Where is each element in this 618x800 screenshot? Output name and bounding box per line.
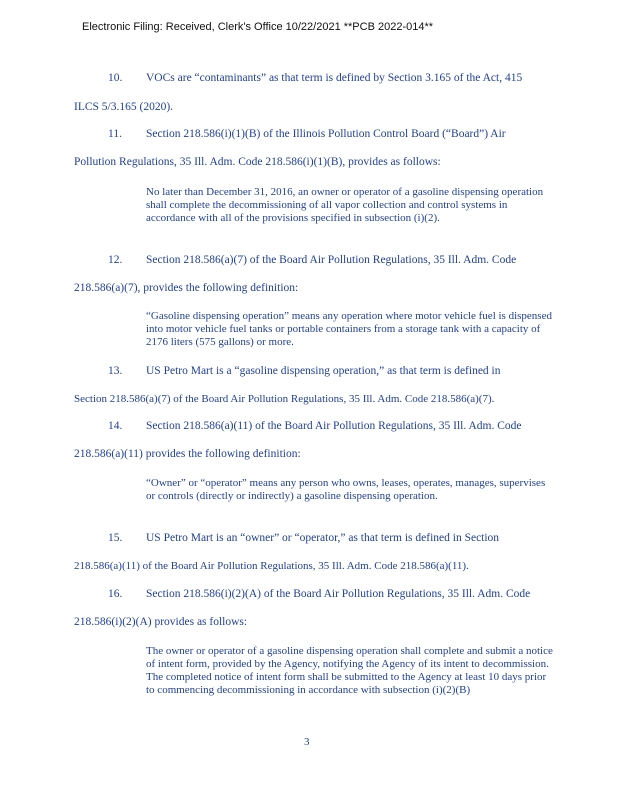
paragraph-text: Section 218.586(i)(2)(A) of the Board Air Pollution Regulations, 35 Ill. Adm. Code (146, 588, 531, 600)
paragraph-10-line-2: ILCS 5/3.165 (2020). (74, 101, 174, 113)
page-number: 3 (304, 736, 310, 748)
paragraph-text: Section 218.586(a)(11) of the Board Air Pollution Regulations, 35 Ill. Adm. Code (146, 420, 522, 432)
paragraph-text: Section 218.586(i)(1)(B) of the Illinois Pollution Control Board (“Board”) Air (146, 128, 506, 140)
block-quote-14: “Owner” or “operator” means any person who owns, leases, operates, manages, supervises or controls (directly or indirectly) a gasoline dispensing operation. (146, 477, 546, 502)
paragraph-number: 10. (108, 72, 123, 84)
paragraph-text: VOCs are “contaminants” as that term is defined by Section 3.165 of the Act, 415 (146, 72, 523, 84)
paragraph-15-line-1 (108, 532, 499, 544)
paragraph-13-line-2: Section 218.586(a)(7) of the Board Air Pollution Regulations, 35 Ill. Adm. Code 218.586(a)(7). (74, 393, 495, 405)
paragraph-text: US Petro Mart is an “owner” or “operator,” as that term is defined in Section (146, 532, 500, 544)
paragraph-11-line-1 (108, 128, 506, 140)
paragraph-number: 12. (108, 254, 123, 266)
paragraph-12-line-1 (108, 254, 516, 266)
paragraph-text: Section 218.586(a)(7) of the Board Air Pollution Regulations, 35 Ill. Adm. Code (146, 254, 517, 266)
block-quote-11: No later than December 31, 2016, an owner or operator of a gasoline dispensing operation shall complete the decommissioning of all vapor collection and control systems in accordance with all of the provisions specified in subsection (i)(2). (146, 186, 544, 224)
paragraph-12-line-2: 218.586(a)(7), provides the following definition: (74, 282, 299, 294)
filing-stamp: Electronic Filing: Received, Clerk's Office 10/22/2021 **PCB 2022-014** (82, 21, 434, 33)
paragraph-10-line-1 (108, 72, 522, 84)
paragraph-number: 16. (108, 588, 123, 600)
paragraph-number: 13. (108, 365, 123, 377)
paragraph-16-line-2: 218.586(i)(2)(A) provides as follows: (74, 616, 248, 628)
paragraph-number: 15. (108, 532, 123, 544)
block-quote-16: The owner or operator of a gasoline dispensing operation shall complete and submit a notice of intent form, provided by the Agency, notifying the Agency of its intent to decommission. The completed notice of intent form shall be submitted to the Agency at least 10 days prior to commencing decommissioning in accordance with subsection (i)(2)(B) (146, 645, 553, 696)
paragraph-11-line-2: Pollution Regulations, 35 Ill. Adm. Code 218.586(i)(1)(B), provides as follows: (74, 156, 441, 168)
paragraph-14-line-2: 218.586(a)(11) provides the following definition: (74, 448, 301, 460)
paragraph-13-line-1 (108, 365, 501, 377)
paragraph-number: 11. (108, 128, 122, 140)
paragraph-text: US Petro Mart is a “gasoline dispensing operation,” as that term is defined in (146, 365, 501, 377)
paragraph-number: 14. (108, 420, 123, 432)
block-quote-12: “Gasoline dispensing operation” means any operation where motor vehicle fuel is dispensed into motor vehicle fuel tanks or portable containers from a storage tank with a capacity of 2176 liters (575 gallons) or more. (146, 310, 552, 348)
paragraph-16-line-1 (108, 588, 530, 600)
paragraph-15-line-2: 218.586(a)(11) of the Board Air Pollution Regulations, 35 Ill. Adm. Code 218.586(a)(11). (74, 560, 469, 572)
paragraph-14-line-1 (108, 420, 522, 432)
